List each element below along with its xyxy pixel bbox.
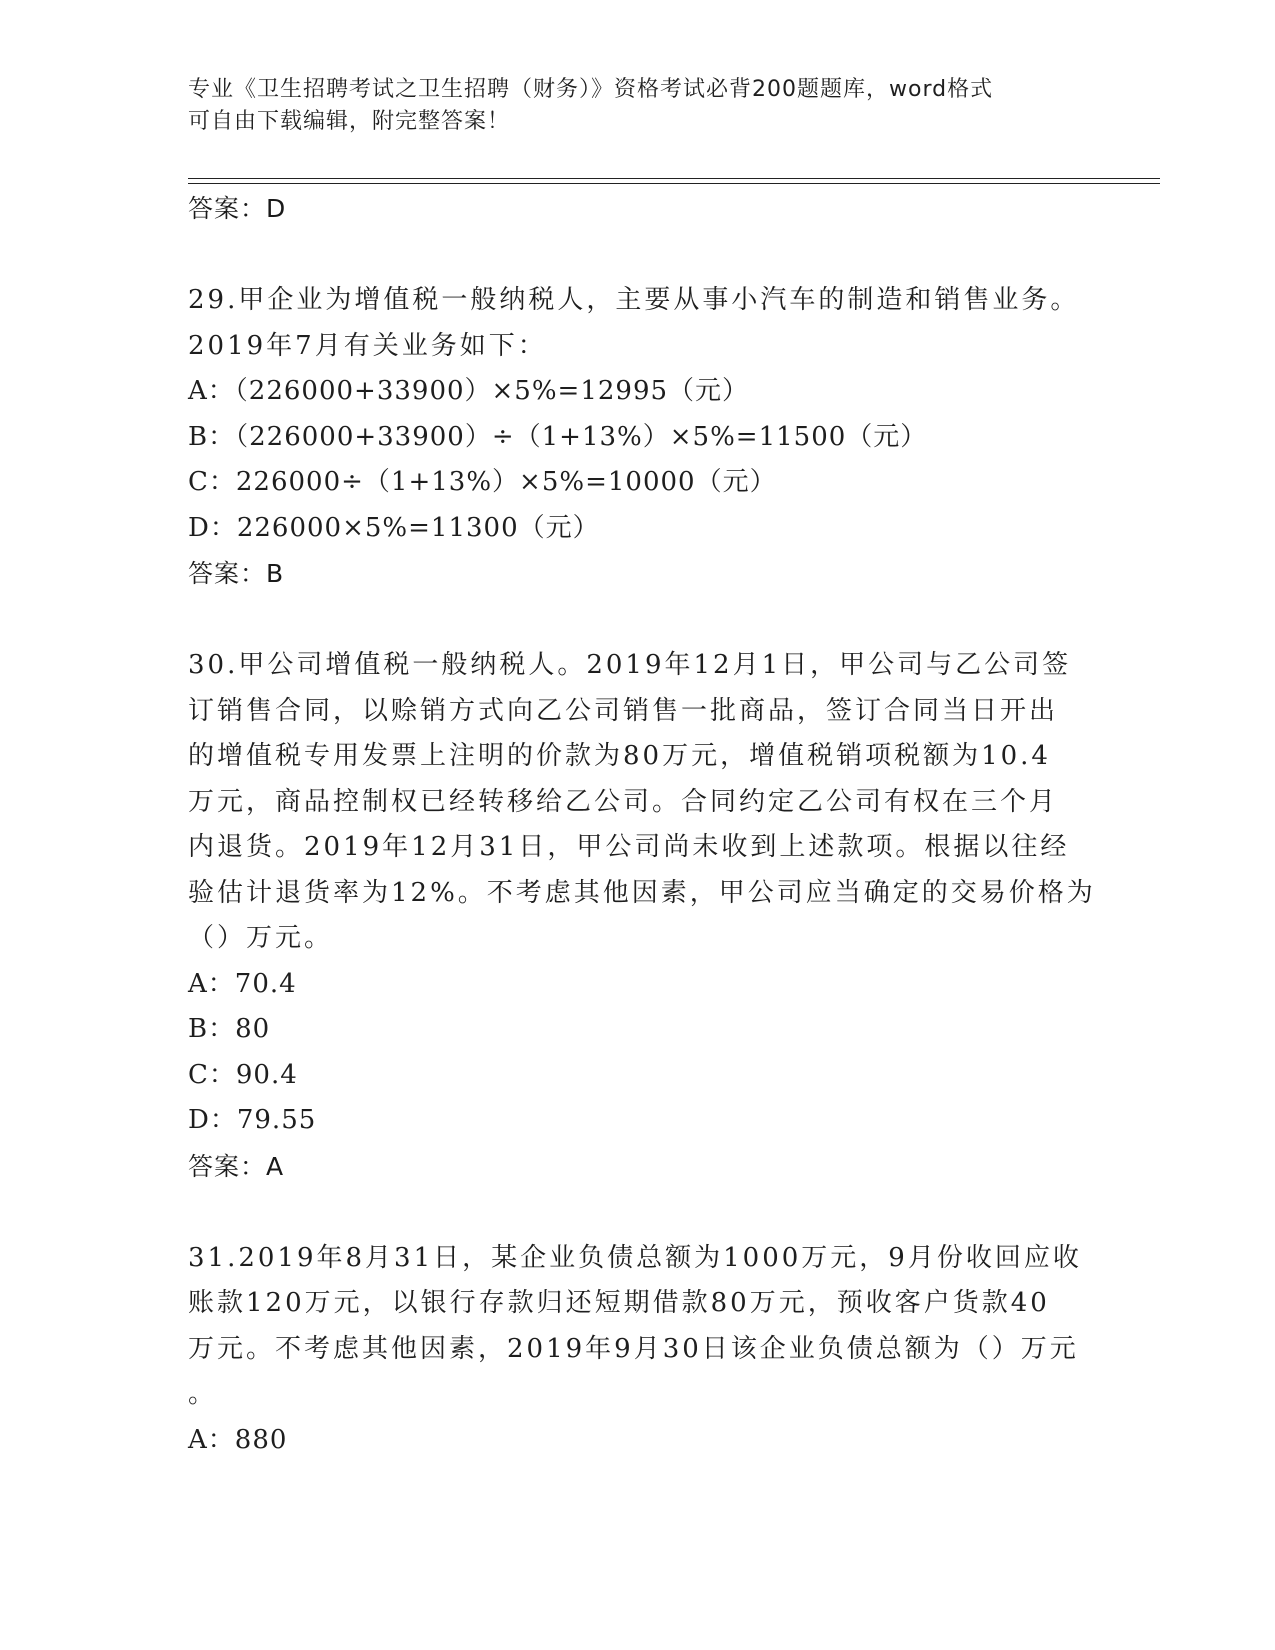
answer-text: 答案：A: [188, 1151, 285, 1181]
question-30: [188, 643, 1096, 962]
option-d: D：79.55: [188, 1105, 317, 1135]
question-text-line: 的增值税专用发票上注明的价款为80万元，增值税销项税额为10.4: [188, 741, 1051, 771]
question-text-line: 。: [188, 1379, 218, 1409]
question-text-line: 万元。不考虑其他因素，2019年9月30日该企业负债总额为（）万元: [188, 1333, 1079, 1364]
question-text-line: 31.2019年8月31日，某企业负债总额为1000万元，9月份收回应收: [188, 1242, 1082, 1273]
document-header: [188, 74, 1068, 138]
header-divider-bottom: [188, 183, 1160, 184]
question-text-line: 订销售合同，以赊销方式向乙公司销售一批商品，签订合同当日开出: [188, 695, 1059, 726]
question-text-line: 验估计退货率为12%。不考虑其他因素，甲公司应当确定的交易价格为: [188, 877, 1096, 908]
question-text-line: 账款120万元，以银行存款归还短期借款80万元，预收客户货款40: [188, 1288, 1050, 1318]
header-divider-top: [188, 178, 1160, 179]
answer-text: 答案：B: [188, 559, 285, 588]
header-title-line-2: 可自由下载编辑，附完整答案！: [188, 109, 511, 134]
header-title-line-1: 专业《卫生招聘考试之卫生招聘（财务）》资格考试必背200题题库，word格式: [188, 77, 994, 102]
question-content: [188, 186, 1096, 1463]
option-b: B：80: [188, 1014, 271, 1044]
question-text-line: 2019年7月有关业务如下：: [188, 330, 547, 361]
question-text-line: 内退货。2019年12月31日，甲公司尚未收到上述款项。根据以往经: [188, 832, 1070, 862]
option-c: C：226000÷（1+13%）×5%=10000（元）: [188, 467, 777, 497]
option-c: C：90.4: [188, 1059, 298, 1090]
option-a: A：70.4: [188, 968, 297, 999]
question-text-line: （）万元。: [188, 923, 334, 953]
question-text-line: 29.甲企业为增值税一般纳税人，主要从事小汽车的制造和销售业务。: [188, 285, 1080, 315]
question-31: [188, 1236, 1088, 1418]
question-text-line: 30.甲公司增值税一般纳税人。2019年12月1日，甲公司与乙公司签: [188, 650, 1072, 680]
option-a: A：880: [188, 1424, 288, 1455]
option-b: B：（226000+33900）÷（1+13%）×5%=11500（元）: [188, 421, 928, 452]
question-text-line: 万元，商品控制权已经转移给乙公司。合同约定乙公司有权在三个月: [188, 786, 1059, 817]
question-29: [188, 278, 1088, 369]
option-a: A：（226000+33900）×5%=12995（元）: [188, 376, 750, 406]
option-d: D：226000×5%=11300（元）: [188, 512, 600, 543]
answer-text: 答案：D: [188, 194, 287, 223]
